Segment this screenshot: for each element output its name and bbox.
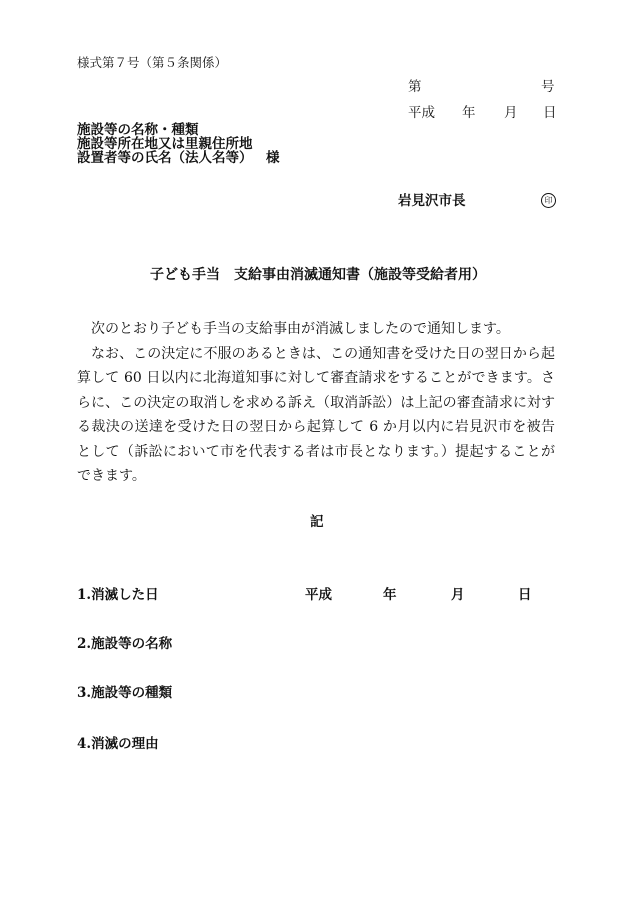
item-facility-name: 2.施設等の名称 [77, 636, 173, 652]
seal-icon: 印 [541, 193, 556, 208]
notice-body [77, 317, 555, 489]
issue-date-era: 平成 [408, 105, 435, 121]
addressee-operator-name: 設置者等の氏名（法人名等） [77, 150, 253, 166]
item-facility-type: 3.施設等の種類 [77, 685, 173, 701]
document-title: 子ども手当 支給事由消滅通知書（施設等受給者用） [150, 267, 486, 283]
issuer-title: 岩見沢市長 [398, 193, 466, 209]
item-extinction-date: 1.消滅した日 [77, 587, 159, 603]
item-extinction-reason: 4.消滅の理由 [77, 736, 159, 752]
issue-date-year-label: 年 [462, 105, 476, 121]
issue-date-month-label: 月 [504, 105, 518, 121]
document-number-suffix: 号 [541, 79, 555, 95]
issue-date-day-label: 日 [543, 105, 557, 121]
addressee-address: 施設等所在地又は里親住所地 [77, 136, 253, 152]
extinction-date-month-label: 月 [451, 587, 465, 603]
addressee-honorific: 様 [266, 150, 280, 166]
addressee-facility-name: 施設等の名称・種類 [77, 122, 199, 138]
notice-paragraph-2: なお、この決定に不服のあるときは、この通知書を受けた日の翌日から起算して 60 日以内に北海道知事に対して審査請求をすることができます。さらに、この決定の取消しを求める訴え（取消訴訟）は上記の審査請求に対する裁決の送達を受けた日の翌日から起算して 6 か月以内に岩見沢市を被告として（訴訟において市を代表する者は市長となります。）提起することができます。 [77, 345, 555, 484]
notice-paragraph-1: 次のとおり子ども手当の支給事由が消滅しましたので通知します。 [91, 321, 510, 337]
ki-heading: 記 [310, 514, 324, 530]
extinction-date-day-label: 日 [518, 587, 532, 603]
form-number: 様式第７号（第５条関係） [77, 55, 228, 70]
document-number-prefix: 第 [408, 79, 422, 95]
extinction-date-era: 平成 [305, 587, 332, 603]
extinction-date-year-label: 年 [383, 587, 397, 603]
